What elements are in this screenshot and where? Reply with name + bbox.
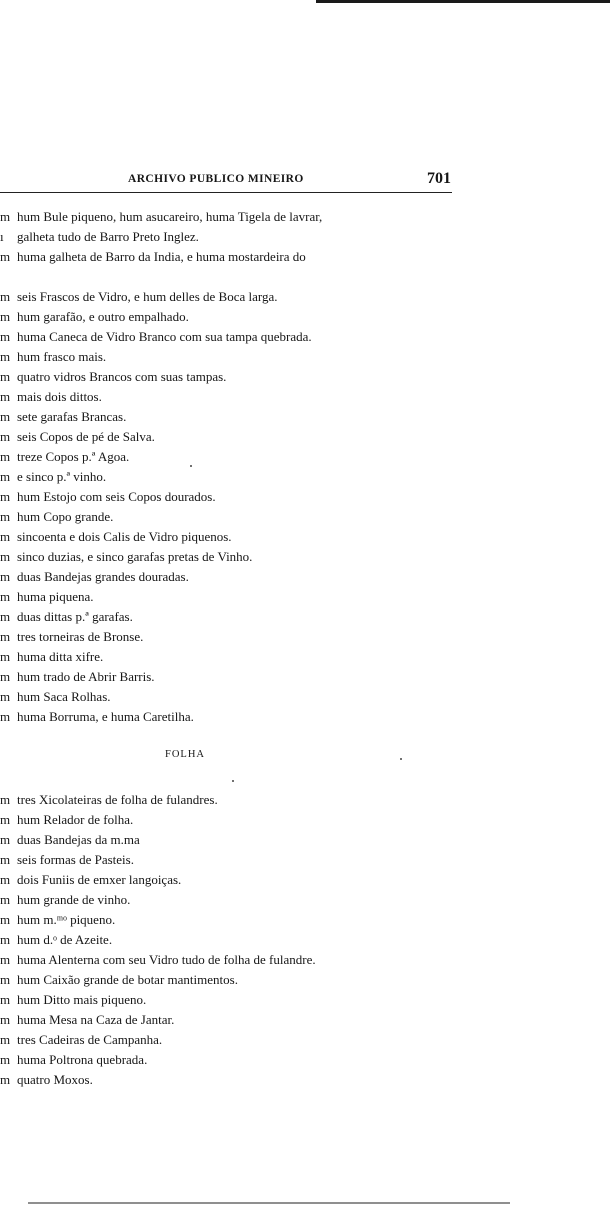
inventory-entry	[0, 467, 610, 487]
entry-text: sete garafas Brancas.	[17, 409, 127, 424]
bottom-edge-rule	[28, 1202, 510, 1204]
inventory-entry	[0, 1070, 610, 1090]
entry-text: tres Xicolateiras de folha de fulandres.	[17, 792, 218, 807]
entry-prefix: m	[0, 852, 11, 867]
inventory-entry	[0, 347, 610, 367]
entry-prefix: m	[0, 689, 11, 704]
entry-prefix: m	[0, 309, 11, 324]
entry-prefix: m	[0, 1052, 11, 1067]
inventory-entry	[0, 790, 610, 810]
entry-prefix: m	[0, 972, 11, 987]
page-number: 701	[427, 170, 451, 187]
entry-text: tres Cadeiras de Campanha.	[17, 1032, 163, 1047]
entry-text: tres torneiras de Bronse.	[17, 629, 144, 644]
entry-text: huma galheta de Barro da India, e huma mostardeira do	[17, 249, 306, 264]
entry-prefix: m	[0, 609, 11, 624]
entry-text: huma Alenterna com seu Vidro tudo de folha de fulandre.	[17, 952, 316, 967]
top-edge-rule	[316, 0, 610, 3]
entry-text: dois Funiis de emxer langoiças.	[17, 872, 182, 887]
inventory-entry	[0, 810, 610, 830]
inventory-list-glass	[0, 207, 610, 727]
inventory-entry	[0, 487, 610, 507]
entry-text: huma ditta xifre.	[17, 649, 104, 664]
header-rule	[0, 192, 452, 193]
entry-prefix: m	[0, 952, 11, 967]
inventory-entry	[0, 1050, 610, 1070]
entry-prefix: m	[0, 649, 11, 664]
print-speck	[190, 465, 192, 467]
entry-text: hum trado de Abrir Barris.	[17, 669, 155, 684]
entry-prefix: m	[0, 629, 11, 644]
entry-text: hum Copo grande.	[17, 509, 114, 524]
inventory-entry	[0, 327, 610, 347]
entry-prefix: m	[0, 912, 11, 927]
inventory-entry	[0, 307, 610, 327]
inventory-entry	[0, 1010, 610, 1030]
inventory-entry	[0, 247, 610, 267]
entry-text: mais dois dittos.	[17, 389, 102, 404]
entry-prefix: m	[0, 709, 11, 724]
entry-text: hum Saca Rolhas.	[17, 689, 111, 704]
entry-text: quatro vidros Brancos com suas tampas.	[17, 369, 227, 384]
inventory-entry	[0, 227, 610, 247]
entry-text: sinco duzias, e sinco garafas pretas de Vinho.	[17, 549, 253, 564]
entry-text: seis Copos de pé de Salva.	[17, 429, 155, 444]
line-spacer	[0, 267, 610, 287]
inventory-entry	[0, 607, 610, 627]
inventory-entry	[0, 667, 610, 687]
entry-text: seis Frascos de Vidro, e hum delles de Boca larga.	[17, 289, 278, 304]
inventory-entry	[0, 527, 610, 547]
entry-prefix: m	[0, 589, 11, 604]
entry-text: duas Bandejas da m.ma	[17, 832, 140, 847]
entry-text: quatro Moxos.	[17, 1072, 93, 1087]
inventory-entry	[0, 627, 610, 647]
inventory-entry	[0, 287, 610, 307]
inventory-entry	[0, 447, 610, 467]
entry-text: hum frasco mais.	[17, 349, 107, 364]
entry-prefix: m	[0, 872, 11, 887]
entry-prefix: m	[0, 529, 11, 544]
entry-prefix: m	[0, 1032, 11, 1047]
entry-text: huma piquena.	[17, 589, 94, 604]
entry-text: hum d.ᵒ de Azeite.	[17, 932, 113, 947]
entry-text: galheta tudo de Barro Preto Inglez.	[17, 229, 199, 244]
entry-text: hum m.ᵐᵒ piqueno.	[17, 912, 116, 927]
inventory-entry	[0, 407, 610, 427]
entry-text: hum Estojo com seis Copos dourados.	[17, 489, 216, 504]
entry-text: duas Bandejas grandes douradas.	[17, 569, 189, 584]
entry-text: hum Relador de folha.	[17, 812, 134, 827]
inventory-entry	[0, 507, 610, 527]
inventory-entry	[0, 587, 610, 607]
entry-prefix: m	[0, 1012, 11, 1027]
entry-prefix: m	[0, 389, 11, 404]
entry-prefix: m	[0, 289, 11, 304]
print-speck	[232, 780, 234, 782]
inventory-entry	[0, 1030, 610, 1050]
inventory-entry	[0, 547, 610, 567]
inventory-entry	[0, 890, 610, 910]
page-header	[0, 170, 610, 192]
entry-prefix: ı	[0, 229, 4, 244]
entry-prefix: m	[0, 429, 11, 444]
running-head: ARCHIVO PUBLICO MINEIRO	[128, 173, 304, 185]
entry-text: hum Caixão grande de botar mantimentos.	[17, 972, 238, 987]
entry-text: hum grande de vinho.	[17, 892, 131, 907]
entry-prefix: m	[0, 349, 11, 364]
entry-text: huma Caneca de Vidro Branco com sua tampa quebrada.	[17, 329, 312, 344]
entry-text: hum Bule piqueno, hum asucareiro, huma Tigela de lavrar,	[17, 209, 323, 224]
inventory-entry	[0, 647, 610, 667]
entry-prefix: m	[0, 209, 11, 224]
entry-text: duas dittas p.ª garafas.	[17, 609, 133, 624]
entry-prefix: m	[0, 569, 11, 584]
inventory-entry	[0, 207, 610, 227]
inventory-entry	[0, 387, 610, 407]
entry-prefix: m	[0, 932, 11, 947]
entry-prefix: m	[0, 832, 11, 847]
inventory-entry	[0, 567, 610, 587]
entry-prefix: m	[0, 1072, 11, 1087]
inventory-entry	[0, 687, 610, 707]
inventory-entry	[0, 830, 610, 850]
print-speck	[400, 758, 402, 760]
entry-text: seis formas de Pasteis.	[17, 852, 134, 867]
entry-prefix: m	[0, 812, 11, 827]
entry-text: huma Poltrona quebrada.	[17, 1052, 148, 1067]
entry-prefix: m	[0, 992, 11, 1007]
entry-prefix: m	[0, 369, 11, 384]
inventory-entry	[0, 707, 610, 727]
entry-prefix: m	[0, 549, 11, 564]
inventory-entry	[0, 930, 610, 950]
entry-prefix: m	[0, 329, 11, 344]
entry-text: sincoenta e dois Calis de Vidro piquenos.	[17, 529, 232, 544]
entry-text: hum Ditto mais piqueno.	[17, 992, 147, 1007]
inventory-entry	[0, 950, 610, 970]
entry-text: treze Copos p.ª Agoa.	[17, 449, 130, 464]
entry-prefix: m	[0, 449, 11, 464]
inventory-entry	[0, 367, 610, 387]
inventory-entry	[0, 870, 610, 890]
entry-prefix: m	[0, 469, 11, 484]
entry-prefix: m	[0, 669, 11, 684]
entry-prefix: m	[0, 892, 11, 907]
inventory-entry	[0, 970, 610, 990]
entry-prefix: m	[0, 249, 11, 264]
inventory-entry	[0, 850, 610, 870]
inventory-entry	[0, 910, 610, 930]
inventory-entry	[0, 990, 610, 1010]
section-heading: FOLHA	[165, 749, 206, 760]
entry-text: e sinco p.ª vinho.	[17, 469, 107, 484]
entry-text: hum garafão, e outro empalhado.	[17, 309, 189, 324]
entry-prefix: m	[0, 409, 11, 424]
inventory-entry	[0, 427, 610, 447]
entry-prefix: m	[0, 489, 11, 504]
entry-text: huma Mesa na Caza de Jantar.	[17, 1012, 175, 1027]
entry-prefix: m	[0, 509, 11, 524]
entry-prefix: m	[0, 792, 11, 807]
inventory-list-folha	[0, 790, 610, 1090]
entry-text: huma Borruma, e huma Caretilha.	[17, 709, 194, 724]
